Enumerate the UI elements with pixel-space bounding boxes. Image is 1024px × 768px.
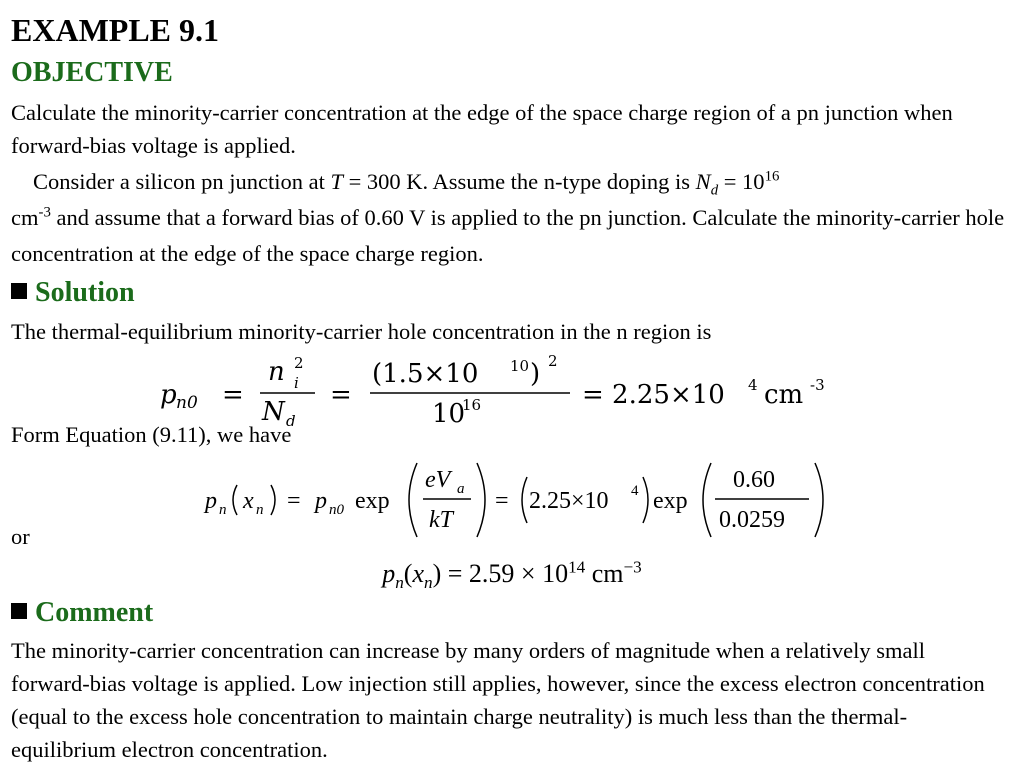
eq2-pn: p	[205, 488, 217, 514]
unit-exponent: -3	[38, 204, 51, 221]
eq2-pn-sub: n	[219, 502, 227, 518]
eq2-value-exp: 4	[631, 483, 639, 499]
result-p-sub: n	[395, 573, 404, 593]
result-equation	[0, 557, 1024, 591]
eq2-paren-left-1	[233, 485, 237, 515]
eq1-result-exp: 4	[748, 376, 758, 394]
result-exp: 14	[568, 557, 586, 577]
objective-heading: OBJECTIVE	[11, 57, 173, 88]
eq2-eVa-sub: a	[457, 481, 465, 497]
result-x-sub: n	[424, 573, 433, 593]
result-p: p	[382, 559, 396, 588]
eq2-pn0-sub: n0	[329, 502, 344, 518]
eq1-numerator-square: 2	[548, 352, 558, 370]
problem-part-3: = 10	[718, 169, 765, 194]
eq2-equals-2: =	[495, 488, 509, 514]
eq2-kT: kT	[429, 507, 453, 533]
or-text: or	[11, 524, 30, 549]
eq1-ni-sup: 2	[294, 354, 304, 372]
solution-text: The thermal-equilibrium minority-carrier hole concentration in the n region is	[11, 319, 712, 344]
eq1-n0: n0	[176, 393, 198, 413]
eq2-numerator: 0.60	[733, 467, 775, 493]
eq1-p: p	[160, 380, 177, 410]
eq1-denominator: 10	[432, 399, 466, 429]
eq1-unit-exp: -3	[810, 376, 825, 394]
solution-heading	[11, 276, 1008, 310]
eq2-denominator: 0.0259	[719, 507, 785, 533]
problem-part-2: = 300 K. Assume the n-type doping is	[342, 169, 696, 194]
example-title: EXAMPLE 9.1	[11, 12, 219, 48]
bullet-square-icon	[11, 603, 27, 619]
eq1-equals-2: =	[330, 380, 352, 410]
eq1-numerator-close: )	[530, 359, 541, 389]
doping-exponent: 16	[764, 168, 780, 185]
comment-heading	[11, 596, 1008, 630]
eq2-exp-2: exp	[653, 488, 688, 514]
comment-text: The minority-carrier concentration can increase by many orders of magnitude when a relatively small forward-bias voltage is applied. Low injection still applies, however, since the excess electron concentration (equal to the excess hole concentration to maintain charge neutrality) is much less than the thermal-equilibrium electron concentration.	[11, 638, 985, 762]
eq2-pn0: p	[315, 488, 327, 514]
problem-statement	[11, 164, 1008, 272]
eq2-xn-sub: n	[256, 502, 264, 518]
eq1-result: = 2.25×10	[582, 380, 725, 410]
result-unit-exp: −3	[623, 557, 642, 577]
eq1-denominator-exp: 16	[462, 396, 482, 414]
form-equation-text: Form Equation (9.11), we have	[11, 422, 292, 447]
result-x: x	[412, 559, 425, 588]
eq1-Nd: N	[262, 397, 285, 427]
eq2-eVa: eV	[425, 467, 451, 493]
problem-part-5: and assume that a forward bias of 0.60 V is applied to the pn junction. Calculate the minority-carrier hole concentration at the edge of the space charge region.	[11, 205, 1005, 266]
doping-subscript: d	[710, 182, 719, 199]
result-open: (	[403, 559, 413, 588]
objective-text: Calculate the minority-carrier concentration at the edge of the space charge region of a pn junction when forward-bias voltage is applied.	[11, 100, 953, 158]
problem-part-4: cm	[11, 205, 39, 230]
eq1-ni: n	[268, 357, 285, 387]
bullet-square-icon	[11, 283, 27, 299]
eq2-paren-right-3	[643, 477, 648, 523]
eq1-numerator-exp: 10	[510, 357, 530, 375]
doping-symbol: N	[695, 169, 711, 194]
eq2-xn: x	[243, 488, 254, 514]
eq1-numerator: (1.5×10	[372, 359, 479, 389]
eq1-Nd-sub: d	[286, 412, 296, 430]
solution-heading-label: Solution	[35, 277, 135, 308]
eq1-ni-sub: i	[294, 374, 299, 392]
eq2-paren-left-3	[522, 477, 527, 523]
eq2-value: 2.25×10	[529, 488, 609, 514]
result-rest: ) = 2.59 × 10	[432, 559, 569, 588]
eq1-equals-1: =	[222, 380, 244, 410]
temperature-symbol: T	[330, 169, 343, 194]
comment-heading-label: Comment	[35, 597, 154, 628]
result-unit: cm	[585, 559, 624, 588]
problem-part-1: Consider a silicon pn junction at	[33, 169, 331, 194]
eq2-paren-right-1	[271, 485, 275, 515]
eq1-unit: cm	[764, 380, 804, 410]
eq2-equals-1: =	[287, 488, 301, 514]
eq2-exp-1: exp	[355, 488, 390, 514]
